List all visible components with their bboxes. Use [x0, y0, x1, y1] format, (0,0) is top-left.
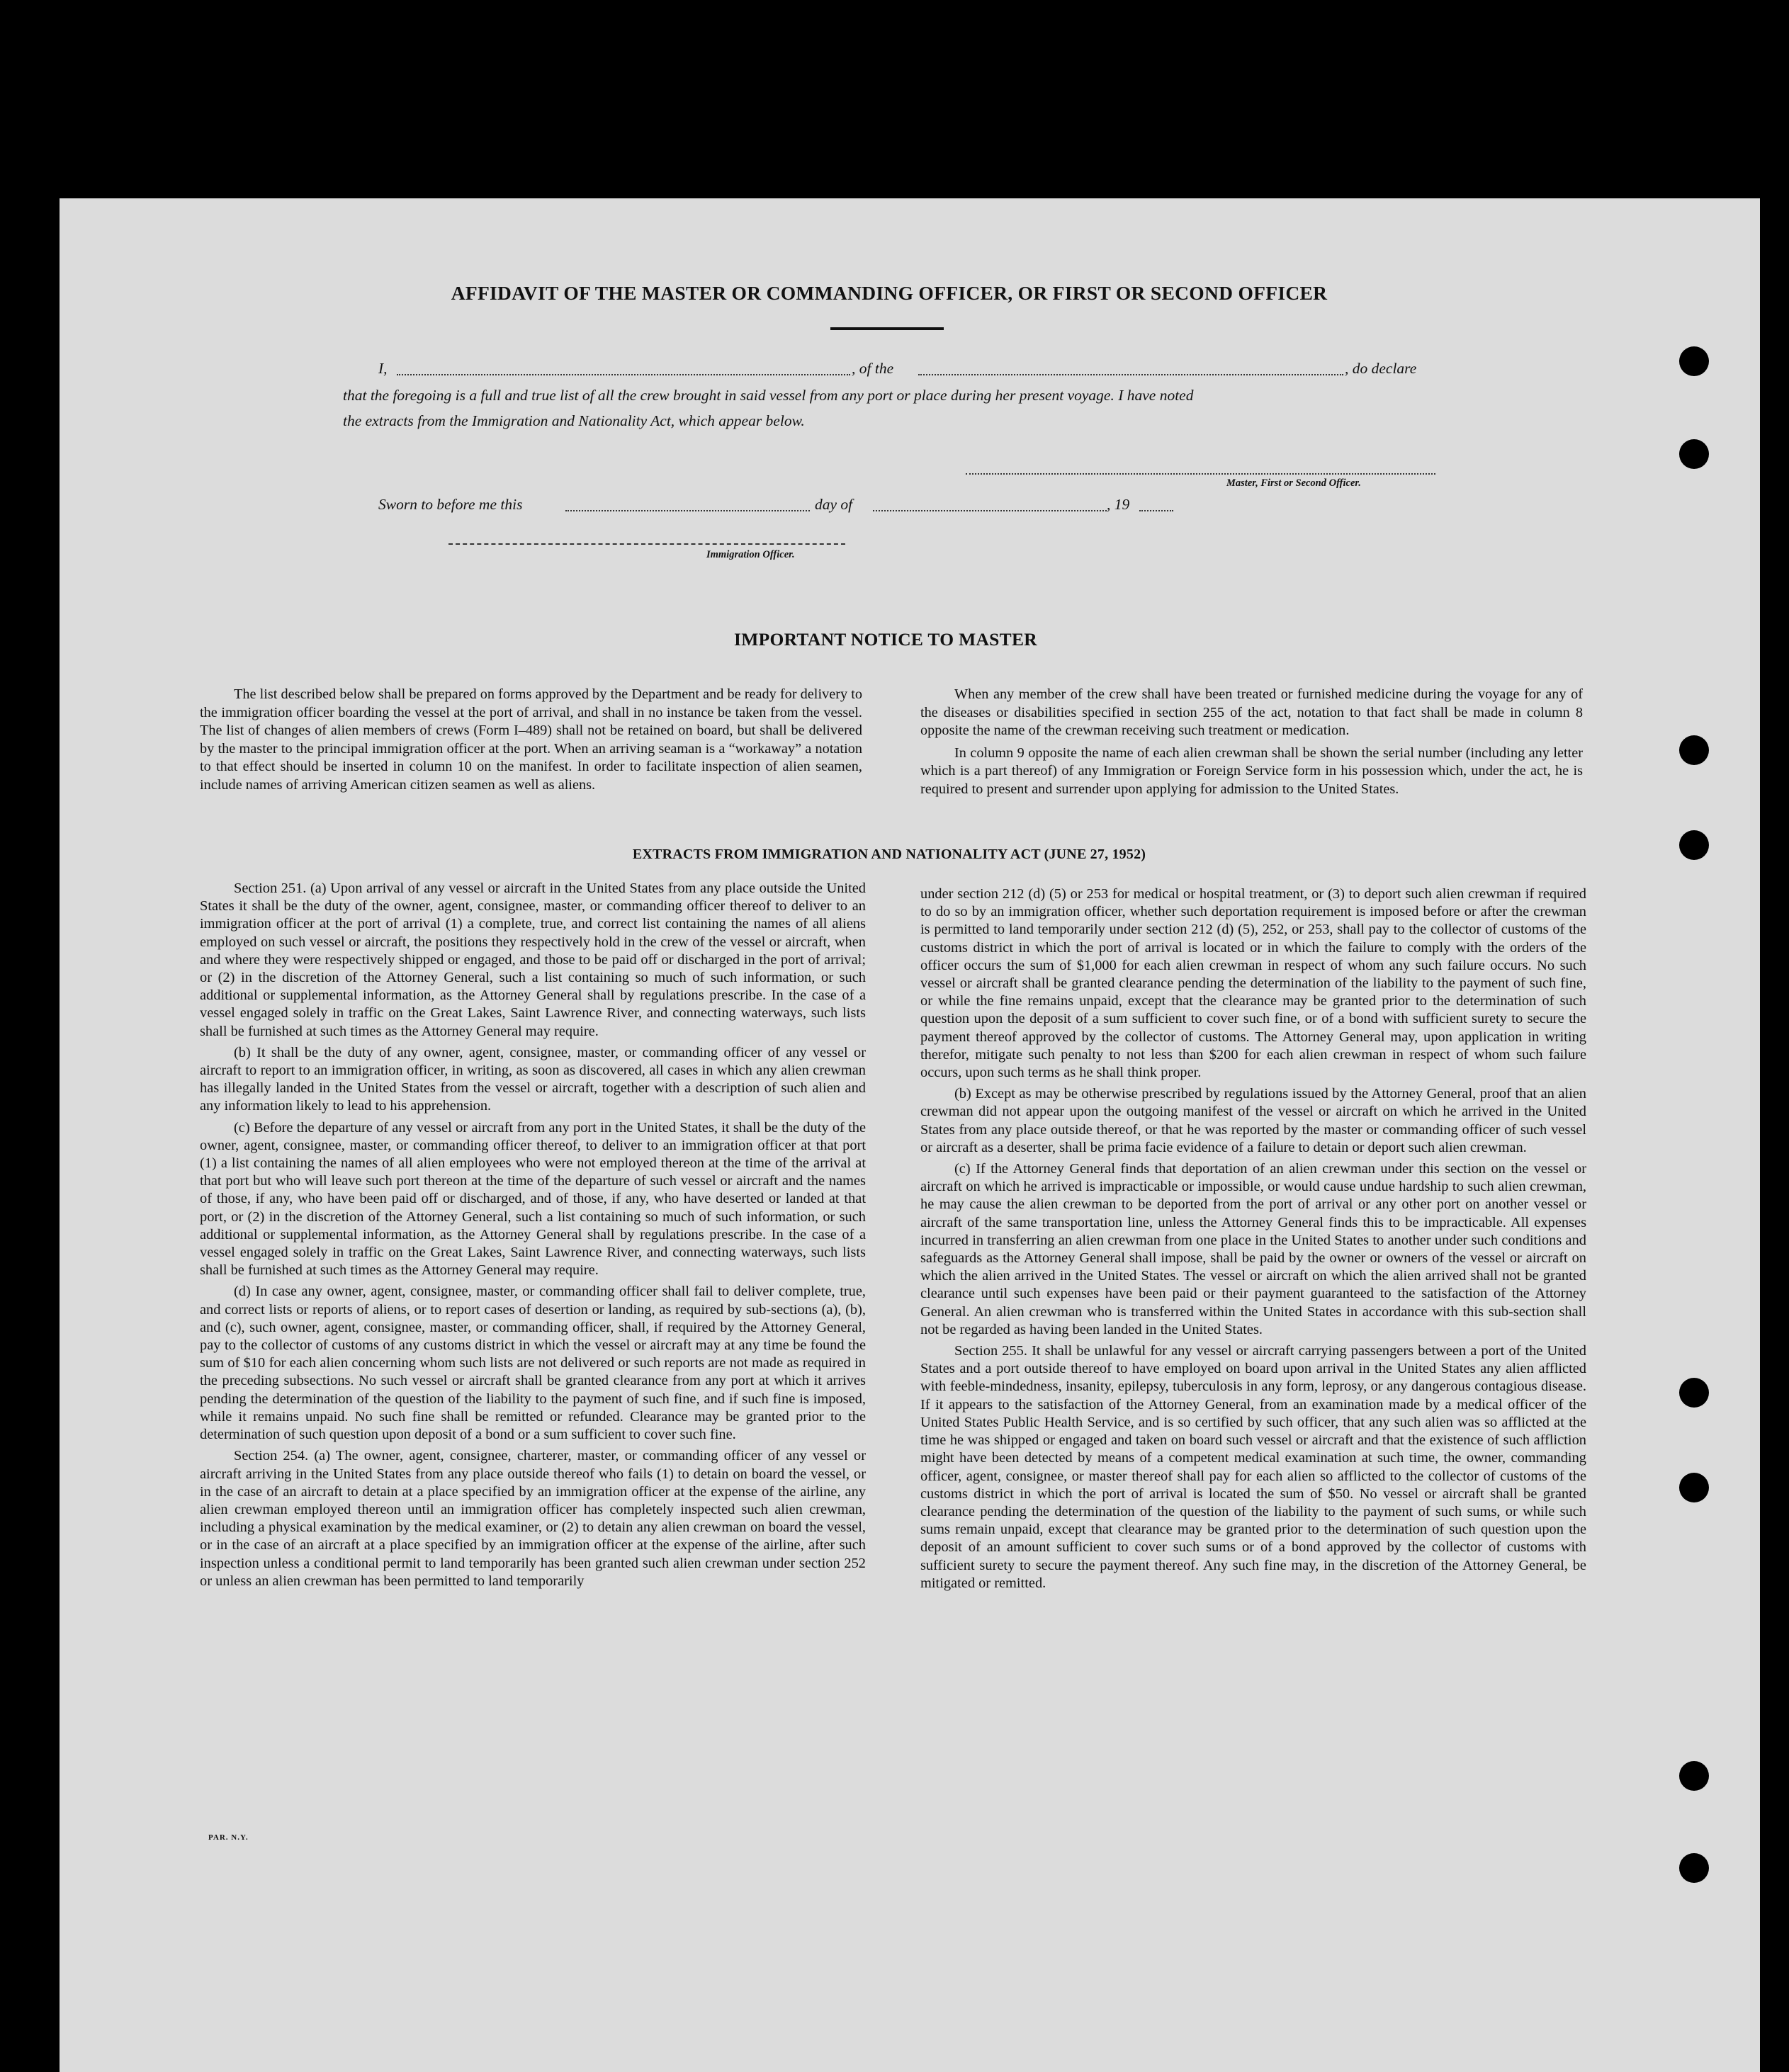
punch-hole — [1679, 830, 1709, 860]
declarant-name-field[interactable] — [397, 374, 850, 375]
section-251-c: (c) Before the departure of any vessel or aircraft from any port in the United States, it shall be the duty of the owner, agent, consignee, master, or commanding officer thereof, to deliver to an immigration officer at that port (1) a list containing the names of all alien employees who were not employed thereon at the time of the arrival at that port but who will leave such port thereon at the time of the departure of such vessel or aircraft and the names of those, if any, who have been paid off or discharged, and of those, if any, who have deserted or landed at that port, or (2) in the discretion of the Attorney General, such a list containing so much of such information, or such additional or supplemental information, as the Attorney General shall by regulations prescribe. In the case of a vessel engaged solely in traffic on the Great Lakes, Saint Lawrence River, and connecting waterways, such lists shall be furnished at such times as the Attorney General may require. — [200, 1119, 866, 1279]
declare-do-declare-label: , do declare — [1345, 360, 1417, 377]
sworn-month-field[interactable] — [873, 510, 1107, 511]
declaration-line-3: the extracts from the Immigration and Nationality Act, which appear below. — [343, 412, 805, 429]
extracts-left-column — [200, 880, 866, 1594]
sworn-label: Sworn to before me this — [378, 496, 523, 513]
section-254-a-continued: under section 212 (d) (5) or 253 for medical or hospital treatment, or (3) to deport such alien crewman if required to do so by an immigration officer, whether such deportation requirement is imposed before or after the crewman is permitted to land temporarily under section 212 (d) (5), 252, or 253, shall pay to the collector of customs of the customs district in which the port of arrival is located or in which the failure to comply with the orders of the officer occurs the sum of $1,000 for each alien crewman in respect of whom any such failure occurs. No such vessel or aircraft shall be granted clearance pending the determination of the liability to the payment of such fine, or while the fine remains unpaid, except that the clearance may be granted prior to the determination of such question upon the deposit of a sum sufficient to cover such fine, or of a bond with sufficient surety to secure the payment thereof approved by the collector of customs. The Attorney General may, upon application in writing therefor, mitigate such penalty to not less than $200 for each alien crewman in respect of whom such failure occurs, upon such terms as he shall think proper. — [920, 886, 1586, 1081]
punch-hole — [1679, 1761, 1709, 1791]
punch-hole — [1679, 1853, 1709, 1883]
printer-mark: PAR. N.Y. — [208, 1833, 249, 1842]
title-underline — [830, 327, 944, 330]
vessel-name-field[interactable] — [918, 374, 1343, 375]
master-signature-label: Master, First or Second Officer. — [1226, 477, 1361, 489]
sworn-day-field[interactable] — [565, 510, 810, 511]
section-254-c: (c) If the Attorney General finds that deportation of an alien crewman under this section on the vessel or aircraft on which he arrived is impracticable or impossible, or would cause undue hardship to such alien crewman, he may cause the alien crewman to be deported from the port of arrival or any other port on another vessel or aircraft of the same transportation line, unless the Attorney General finds this to be impracticable. All expenses incurred in transferring an alien crewman from one place in the United States to another under such conditions and safeguards as the Attorney General shall impose, shall be paid by the owner or owners of the vessel or aircraft on which the alien arrived in the United States. The vessel or aircraft on which the alien arrived shall not be granted clearance until such expenses have been paid or their payment guaranteed to the satisfaction of the Attorney General. An alien crewman who is transferred within the United States in accordance with this sub-section shall not be regarded as having been landed in the United States. — [920, 1161, 1586, 1337]
section-255: Section 255. It shall be unlawful for any vessel or aircraft carrying passengers between a port of the United States and a port outside thereof to have employed on board upon arrival in the United States any alien afflicted with feeble-mindedness, insanity, epilepsy, tuberculosis in any form, leprosy, or any dangerous contagious disease. If it appears to the satisfaction of the Attorney General, from an examination made by a medical officer of the United States Public Health Service, and is so certified by such officer, that any such alien was so afflicted at the time he was shipped or engaged and taken on board such vessel or aircraft and that the existence of such affliction might have been detected by means of a competent medical examination at such time, the owner, commanding officer, agent, consignee, or master thereof shall pay for each alien so afflicted to the collector of customs of the customs district in which the port of arrival is located the sum of $50. No vessel or aircraft shall be granted clearance pending the determination of the question of the liability to the payment of such sums, or while such sums remain unpaid, except that clearance may be granted prior to the determination of such question upon the deposit of an amount sufficient to cover such sums or of a bond approved by the collector of customs with sufficient surety to secure the payment thereof. Any such fine may, in the discretion of the Attorney General, be mitigated or remitted. — [920, 1343, 1586, 1591]
section-254-a: Section 254. (a) The owner, agent, consignee, charterer, master, or commanding officer of any vessel or aircraft arriving in the United States from any place outside thereof who fails (1) to detain on board the vessel, or in the case of an aircraft to detain at a place specified by an immigration officer at the expense of the airline, any alien crewman employed thereon until an immigration officer has completely inspected such alien crewman, including a physical examination by the medical examiner, or (2) to detain any alien crewman on board the vessel, or in the case of an aircraft at a place specified by an immigration officer at the expense of the airline, after such inspection unless a conditional permit to land temporarily has been granted such alien crewman under section 252 or unless an alien crewman has been permitted to land temporarily — [200, 1448, 866, 1589]
punch-hole — [1679, 735, 1709, 765]
affidavit-title: AFFIDAVIT OF THE MASTER OR COMMANDING OFFICER, OR FIRST OR SECOND OFFICER — [451, 282, 1328, 304]
declaration-line-2: that the foregoing is a full and true list of all the crew brought in said vessel from any port or place during her present voyage. I have noted — [343, 387, 1194, 404]
notice-left-column — [200, 686, 862, 798]
declare-of-the-label: , of the — [852, 360, 894, 377]
notice-right-paragraph-1: When any member of the crew shall have been treated or furnished medicine during the voyage for any of the diseases or disabilities specified in section 255 of the act, notation to that fact shall be made in column 8 opposite the name of the crewman receiving such treatment or medication. — [920, 686, 1583, 738]
punch-hole — [1679, 346, 1709, 376]
year-label: , 19 — [1107, 496, 1130, 513]
section-251-a: Section 251. (a) Upon arrival of any vessel or aircraft in the United States from any place outside the United States it shall be the duty of the owner, agent, consignee, master, or commanding officer thereof to deliver to an immigration officer at the port of arrival (1) a complete, true, and correct list containing the names of all aliens employed on such vessel or aircraft, the positions they respectively hold in the crew of the vessel or aircraft, when and where they were respectively shipped or engaged, and those to be paid off or discharged in the port of arrival; or (2) in the discretion of the Attorney General, such a list containing so much of such information, or such additional or supplemental information, as the Attorney General shall by regulations prescribe. In the case of a vessel engaged solely in traffic on the Great Lakes, Saint Lawrence River, and connecting waterways, such lists shall be furnished at such times as the Attorney General may require. — [200, 881, 866, 1039]
immigration-officer-signature-line[interactable] — [448, 543, 845, 545]
notice-right-paragraph-2: In column 9 opposite the name of each alien crewman shall be shown the serial number (including any letter which is a part thereof) of any Immigration or Foreign Service form in his possession which, under the act, he is required to present and surrender upon applying for admission to the United States. — [920, 745, 1583, 797]
punch-hole — [1679, 1378, 1709, 1408]
immigration-officer-label: Immigration Officer. — [706, 549, 795, 560]
sworn-year-field[interactable] — [1139, 510, 1173, 511]
extracts-title: EXTRACTS FROM IMMIGRATION AND NATIONALITY ACT (JUNE 27, 1952) — [632, 847, 1146, 862]
master-signature-line[interactable] — [966, 473, 1435, 475]
notice-left-paragraph: The list described below shall be prepared on forms approved by the Department and be ready for delivery to the immigration officer boarding the vessel at the port of arrival, and shall in no instance be taken from the vessel. The list of changes of alien members of crews (Form I–489) shall not be retained on board, but shall be delivered by the master to the principal immigration officer at the port. When an arriving seaman is a “workaway” a notation to that effect should be inserted in column 10 on the manifest. In order to facilitate inspection of alien seamen, include names of arriving American citizen seamen as well as aliens. — [200, 686, 862, 793]
day-of-label: day of — [815, 496, 853, 513]
notice-right-column — [920, 686, 1583, 803]
notice-title: IMPORTANT NOTICE TO MASTER — [734, 629, 1037, 650]
section-251-d: (d) In case any owner, agent, consignee, master, or commanding officer shall fail to deliver complete, true, and correct lists or reports of aliens, or to report cases of desertion or landing, as required by sub-sections (a), (b), and (c), such owner, agent, consignee, master, or commanding officer, shall, if required by the Attorney General, pay to the collector of customs of any customs district in which the vessel or aircraft may at any time be found the sum of $10 for each alien concerning whom such lists are not delivered or such reports are not made as required in the preceding subsections. No such vessel or aircraft shall be granted clearance from any port at which it arrives pending the determination of the question of the liability to the payment of such fine, and if such fine is imposed, while it remains unpaid. No such fine shall be remitted or refunded. Clearance may be granted prior to the determination of such question upon deposit of a bond or a sum sufficient to cover such fine. — [200, 1284, 866, 1443]
declare-i-label: I, — [378, 360, 388, 377]
punch-hole — [1679, 439, 1709, 469]
extracts-right-column — [920, 885, 1586, 1596]
section-251-b: (b) It shall be the duty of any owner, agent, consignee, master, or commanding officer of any vessel or aircraft to report to an immigration officer, in writing, as soon as discovered, all cases in which any alien crewman has illegally landed in the United States from the vessel or aircraft, together with a description of such alien and any information likely to lead to his apprehension. — [200, 1044, 866, 1114]
punch-hole — [1679, 1473, 1709, 1502]
section-254-b: (b) Except as may be otherwise prescribed by regulations issued by the Attorney General, proof that an alien crewman did not appear upon the outgoing manifest of the vessel or aircraft on which he arrived in the United States from any place outside thereof, or that he was reported by the master or commanding officer of such vessel or aircraft as a deserter, shall be prima facie evidence of a failure to detain or deport such alien crewman. — [920, 1086, 1586, 1155]
